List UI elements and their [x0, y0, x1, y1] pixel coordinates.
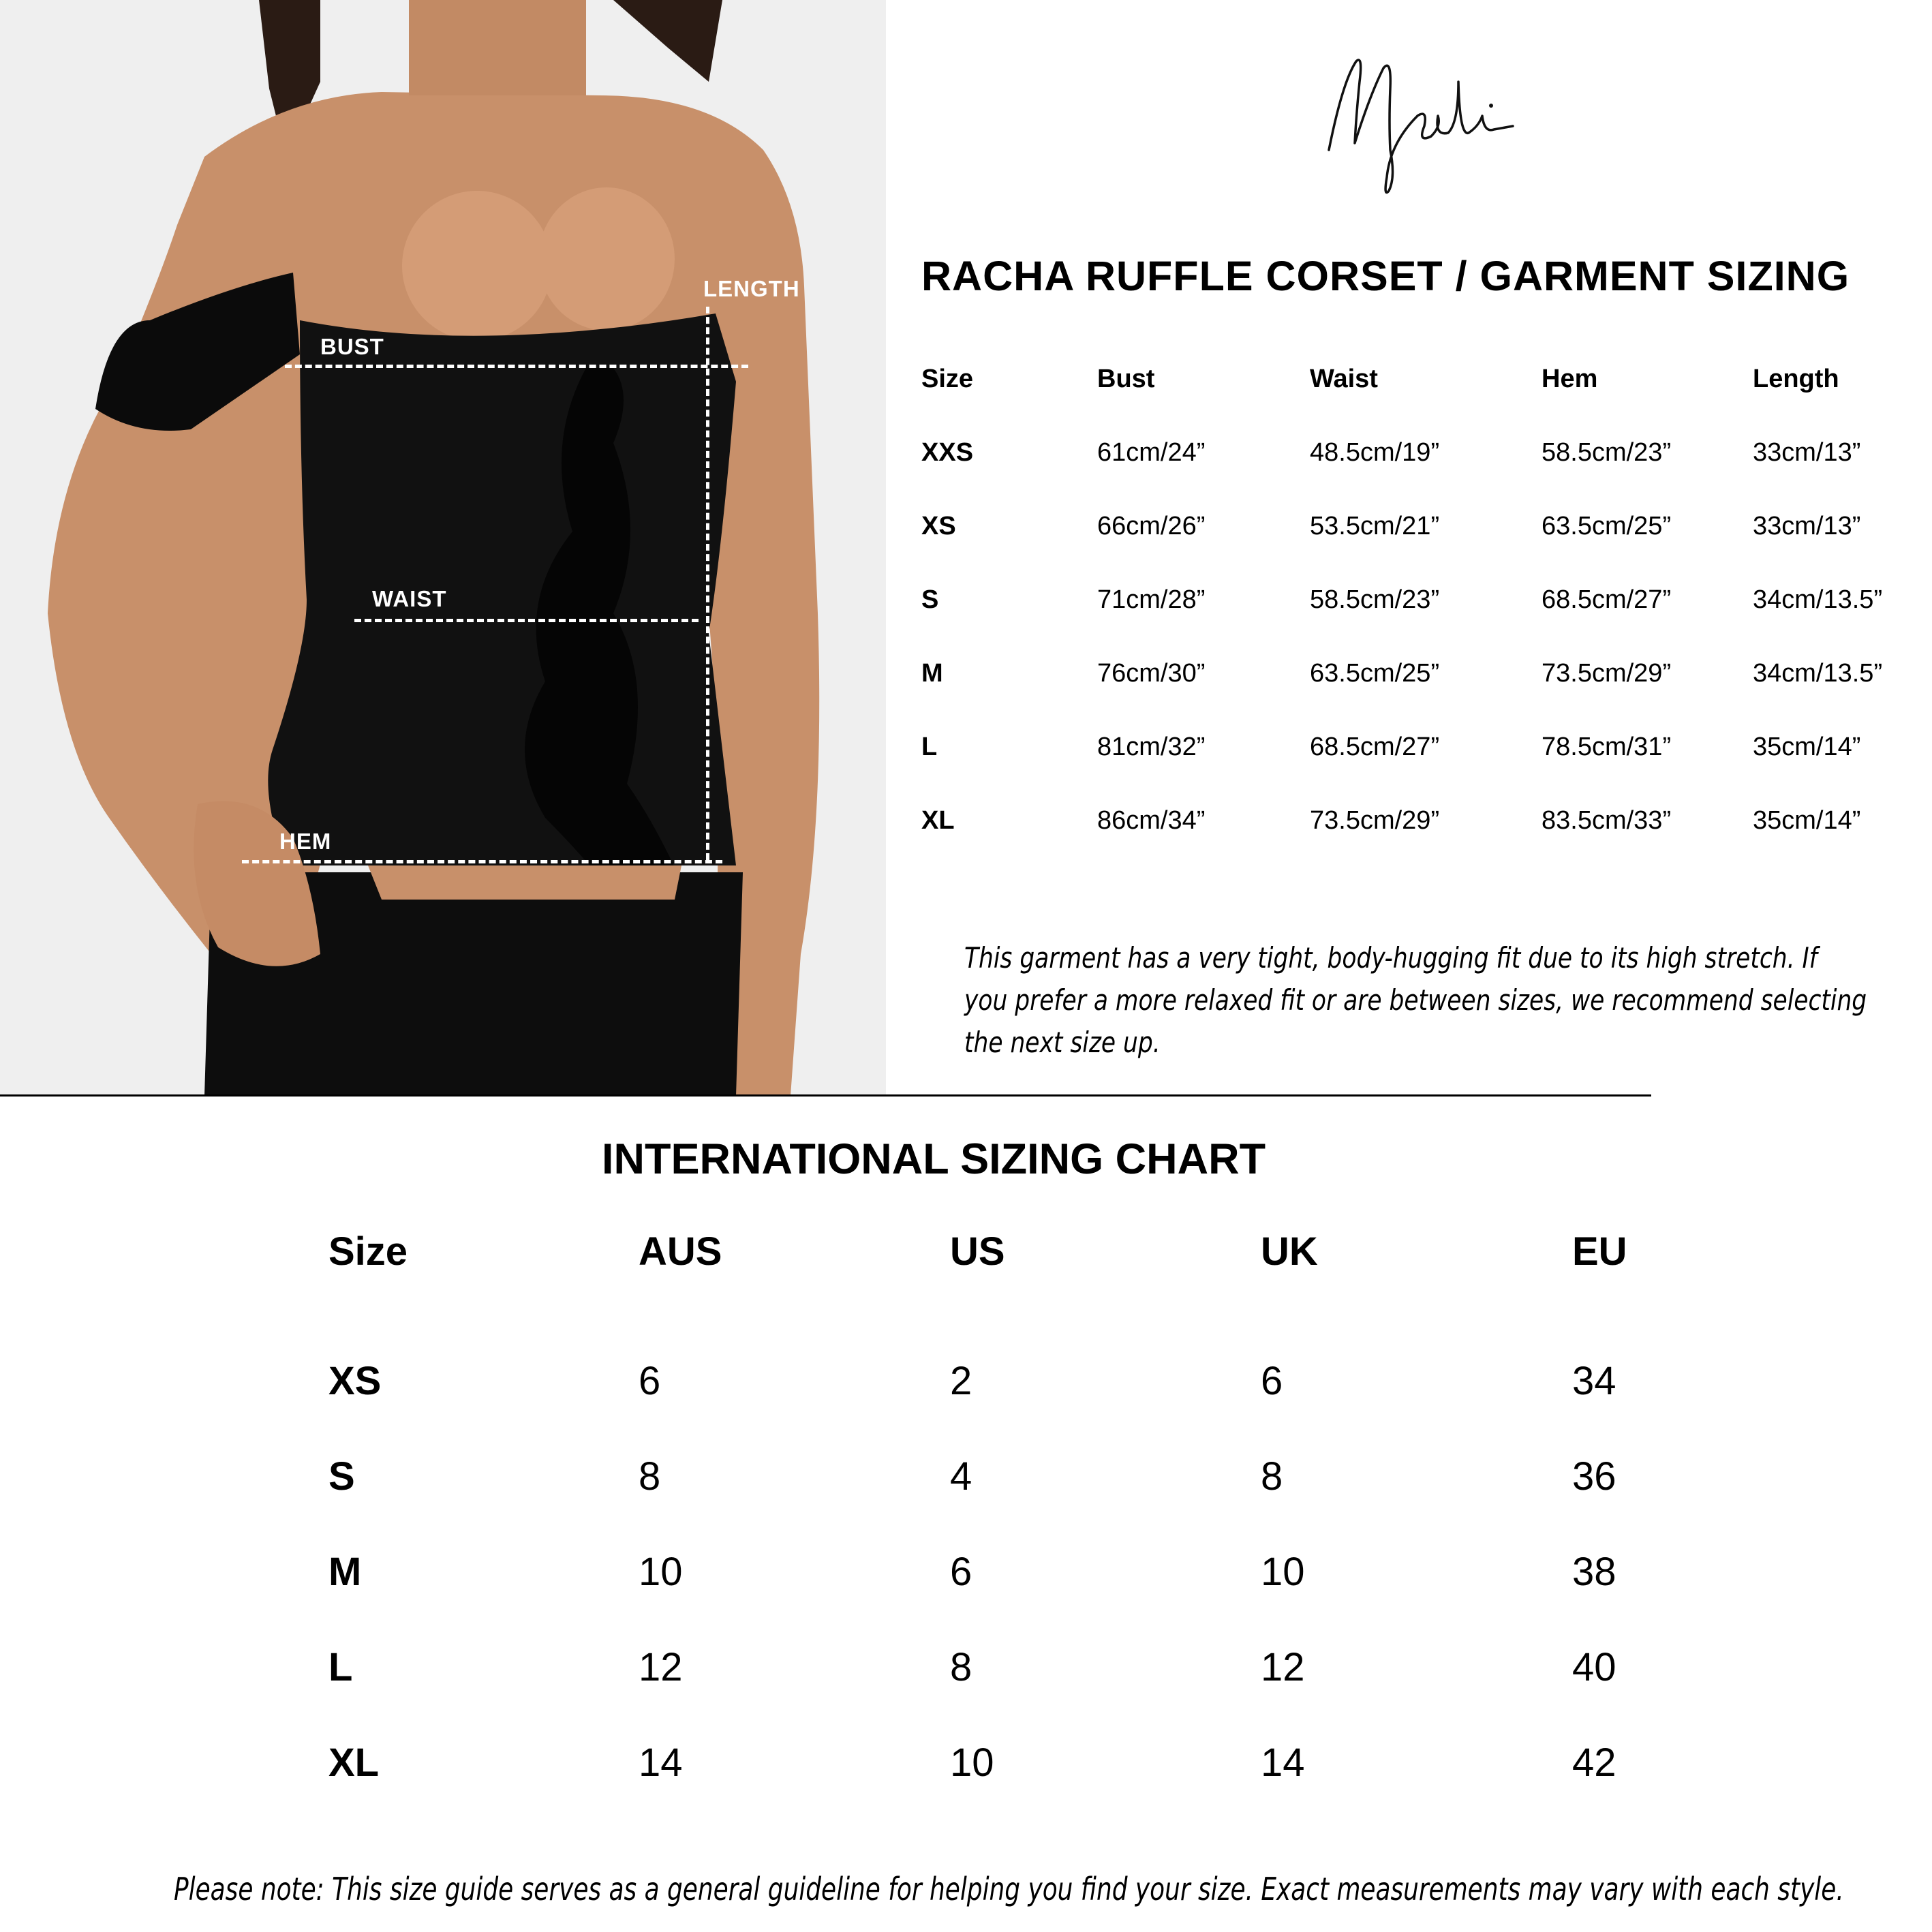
international-sizing-title: INTERNATIONAL SIZING CHART	[602, 1135, 1266, 1183]
table-row	[921, 512, 1916, 585]
hem-cell: 73.5cm/29”	[1542, 659, 1672, 688]
eu-cell: 36	[1572, 1454, 1616, 1499]
fit-note-line: you prefer a more relaxed fit or are between sizes, we recommend selecting	[964, 983, 1867, 1017]
waist-label: WAIST	[372, 586, 447, 611]
waist-cell: 48.5cm/19”	[1310, 438, 1440, 467]
model-photo	[0, 0, 886, 1096]
header-bust: Bust	[1097, 365, 1155, 393]
header-waist: Waist	[1310, 365, 1378, 393]
mali-logo	[1315, 41, 1520, 204]
bust-cell: 61cm/24”	[1097, 438, 1206, 467]
size-cell: L	[328, 1645, 353, 1689]
eu-cell: 42	[1572, 1741, 1616, 1785]
size-cell: XS	[921, 512, 956, 540]
aus-cell: 10	[639, 1550, 683, 1594]
garment-sizing-title: RACHA RUFFLE CORSET / GARMENT SIZING	[921, 253, 1850, 299]
uk-cell: 6	[1261, 1359, 1283, 1403]
us-cell: 10	[950, 1741, 994, 1785]
table-row	[921, 806, 1916, 880]
waist-line	[354, 619, 699, 622]
size-cell: L	[921, 733, 938, 761]
size-cell: S	[921, 585, 939, 614]
length-cell: 33cm/13”	[1753, 438, 1861, 467]
bust-cell: 76cm/30”	[1097, 659, 1206, 688]
bust-line	[285, 365, 748, 368]
eu-cell: 40	[1572, 1645, 1616, 1689]
table-row	[328, 1740, 1691, 1835]
us-cell: 8	[950, 1645, 972, 1689]
garment-sizing-table	[921, 365, 1916, 880]
hem-line	[242, 860, 722, 863]
uk-cell: 14	[1261, 1741, 1305, 1785]
waist-cell: 73.5cm/29”	[1310, 806, 1440, 835]
length-line	[706, 307, 709, 860]
aus-cell: 14	[639, 1741, 683, 1785]
fit-note	[964, 937, 1920, 1064]
uk-cell: 10	[1261, 1550, 1305, 1594]
waist-cell: 58.5cm/23”	[1310, 585, 1440, 614]
table-row	[921, 585, 1916, 659]
table-row	[328, 1644, 1691, 1740]
eu-cell: 34	[1572, 1359, 1616, 1403]
uk-cell: 8	[1261, 1454, 1283, 1499]
fit-note-line: the next size up.	[964, 1026, 1161, 1059]
aus-cell: 6	[639, 1359, 661, 1403]
size-cell: XS	[328, 1359, 382, 1403]
uk-cell: 12	[1261, 1645, 1305, 1689]
size-cell: M	[328, 1550, 362, 1594]
table-row	[328, 1454, 1691, 1549]
hem-cell: 58.5cm/23”	[1542, 438, 1672, 467]
model-illustration	[0, 0, 886, 1096]
aus-cell: 12	[639, 1645, 683, 1689]
header-size: Size	[328, 1229, 408, 1274]
table-row	[328, 1358, 1691, 1454]
length-label: LENGTH	[703, 276, 800, 301]
table-row	[921, 438, 1916, 512]
table-header-row	[328, 1229, 1691, 1358]
hem-cell: 83.5cm/33”	[1542, 806, 1672, 835]
eu-cell: 38	[1572, 1550, 1616, 1594]
size-cell: XXS	[921, 438, 974, 467]
section-divider	[0, 1094, 1651, 1097]
size-cell: XL	[921, 806, 955, 835]
hem-cell: 63.5cm/25”	[1542, 512, 1672, 540]
header-us: US	[950, 1229, 1005, 1274]
hem-cell: 78.5cm/31”	[1542, 733, 1672, 761]
header-size: Size	[921, 365, 974, 393]
bust-cell: 71cm/28”	[1097, 585, 1206, 614]
header-aus: AUS	[639, 1229, 722, 1274]
size-cell: S	[328, 1454, 355, 1499]
size-cell: XL	[328, 1741, 380, 1785]
international-sizing-table	[328, 1229, 1691, 1835]
length-cell: 34cm/13.5”	[1753, 659, 1883, 688]
bust-cell: 86cm/34”	[1097, 806, 1206, 835]
us-cell: 4	[950, 1454, 972, 1499]
bust-cell: 81cm/32”	[1097, 733, 1206, 761]
table-row	[921, 659, 1916, 733]
header-uk: UK	[1261, 1229, 1318, 1274]
size-guide-footnote: Please note: This size guide serves as a general guideline for helping you find your size. Exact measurements may vary with each style.	[174, 1871, 1844, 1907]
fit-note-line: This garment has a very tight, body-hugging fit due to its high stretch. If	[964, 941, 1818, 975]
table-row	[328, 1549, 1691, 1644]
waist-cell: 68.5cm/27”	[1310, 733, 1440, 761]
waist-cell: 53.5cm/21”	[1310, 512, 1440, 540]
header-length: Length	[1753, 365, 1839, 393]
us-cell: 2	[950, 1359, 972, 1403]
bust-cell: 66cm/26”	[1097, 512, 1206, 540]
header-hem: Hem	[1542, 365, 1598, 393]
size-cell: M	[921, 659, 943, 688]
length-cell: 33cm/13”	[1753, 512, 1861, 540]
hem-label: HEM	[279, 829, 332, 854]
bust-label: BUST	[320, 334, 384, 359]
waist-cell: 63.5cm/25”	[1310, 659, 1440, 688]
table-header-row	[921, 365, 1916, 438]
header-eu: EU	[1572, 1229, 1627, 1274]
length-cell: 34cm/13.5”	[1753, 585, 1883, 614]
length-cell: 35cm/14”	[1753, 806, 1861, 835]
table-row	[921, 733, 1916, 806]
length-cell: 35cm/14”	[1753, 733, 1861, 761]
aus-cell: 8	[639, 1454, 661, 1499]
us-cell: 6	[950, 1550, 972, 1594]
hem-cell: 68.5cm/27”	[1542, 585, 1672, 614]
